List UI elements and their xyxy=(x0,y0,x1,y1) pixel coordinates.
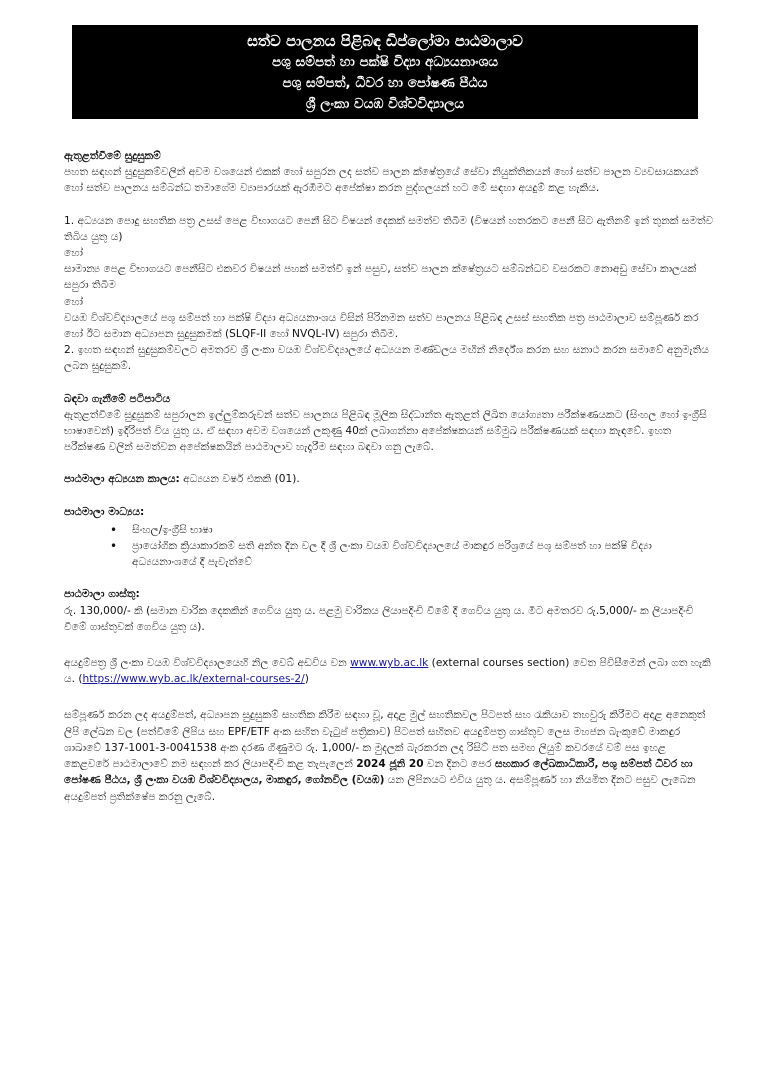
eligibility-item-1: 1. අධ්‍යයන පොදු සහතික පත්‍ර උසස් පෙළ විභාගයට පෙනී සිට විෂයන් දෙකක් සමත්ව තිබීම (විෂයන් හතරකට පෙනී සිට ඇතිනම් ඉන් තුනක් සමත්ව තිබිය යුතු ය) xyxy=(64,214,714,243)
deadline-date: 2024 ජූනි 20 xyxy=(356,758,424,771)
submission-address: සහකාර ලේඛකාධිකාරී, පශු සම්පත් ධීවර හා පෝෂණ පීඨය, ශ්‍රී ලංකා වයඹ විශ්වවිද්‍යාලය, මාකඳුර, ගෝනවිල (වයඹ) xyxy=(64,758,693,787)
faculty-name: පශු සම්පත්, ධීවර හා පෝෂණ පීඨය xyxy=(282,75,488,91)
title-banner xyxy=(72,25,698,119)
application-text xyxy=(64,655,714,687)
eligibility-heading: ඇතුළත්වීමේ සුදුසුකම් xyxy=(64,150,161,162)
document-body xyxy=(64,148,714,805)
application-text-after: ) xyxy=(304,673,309,686)
eligibility-item-2: 2. ඉහත සඳහන් සුදුසුකම්වලට අමතරව ශ්‍රී ලංකා වයඹ විශ්වවිද්‍යාලයේ අධ්‍යයන මණ්ඩලය මඟින් නිර්දේශ කරන සහ සනාථ කරන සමාවේ අනුමැතිය ලබන සුදුසුකම්. xyxy=(64,344,709,373)
submission-main: සම්පූර්ණ කරන ලද අයදුම්පත්, අධ්‍යාපන සුදුසුකම් සහතික කිරීම සඳහා වූ, අදාළ මුල් සහතිකවල පිටපත් සහ රැකියාව තහවුරු කිරීමට අදාළ අනෙකුත් ලිපි ලේඛන වල (පත්වීමේ ලිපිය සහ EPF/ETF අංක සහිත වැටුප් පත්‍රිකාව) පිටපත් සහිතව අයදුම්පත්‍ර ගාස්තුව ලෙස මහජන බැංකුවේ මාකඳුර ශාඛාවේ 137-1001-3-0041538 අංක දරණ ගිණුමට රු. 1,000/- ක මුදලක් බැරකරන ලද රිසිට් පත සමඟ ලියුම් කවරයේ වම් පස ඉහළ කෙළවරේ පාඨමාලාවේ නම සඳහන් කර ලියාපදිංචි කළ තැපැලෙන් xyxy=(64,709,706,771)
university-name: ශ්‍රී ලංකා වයඹ විශ්වවිද්‍යාලය xyxy=(305,96,465,112)
medium-list xyxy=(64,522,714,571)
course-title: සත්ව පාලනය පිළිබඳ ඩිප්ලෝමා පාඨමාලාව xyxy=(247,32,523,50)
list-item: • සිංහල/ඉංග්‍රීසි භාෂා xyxy=(110,522,714,538)
application-text-before: අයදුම්පත්‍ර ශ්‍රී ලංකා වයඹ විශ්වවිද්‍යාලයෙහි නිල වෙබ් අඩවිය වන xyxy=(64,657,351,670)
submission-text xyxy=(64,707,714,804)
selection-heading: බඳවා ගැනීමේ පටිපාටිය xyxy=(64,392,171,405)
duration-line xyxy=(64,471,714,487)
eligibility-intro: පහත සඳහන් සුදුසුකම්වලින් අවම වශයෙන් එකක් හෝ සපුරන ලද සත්ව පාලන ක්ෂේත්‍රයේ සේවා නියුක්තිකයන් හෝ සත්ව පාලන ව්‍යවසායකයන් හෝ සත්ව පාලනය සම්බන්ධ තමාගේම ව්‍යාපාරයක් ඇරඹීමට අපේක්ෂා කරන පුද්ගලයන් හට මේ සඳහා අයදුම් කළ හැකිය. xyxy=(64,166,699,195)
or-separator: හෝ xyxy=(64,247,84,260)
fee-heading: පාඨමාලා ගාස්තු: xyxy=(64,588,140,601)
selection-text: ඇතුළත්වීමේ සුදුසුකම් සපුරාලන ඉල්ලුම්කරුවන් සත්ව පාලනය පිළිබඳ මූලික සිද්ධාන්ත ඇතුළත් ලිඛිත යෝග්‍යතා පරීක්ෂණයකට (සිංහල හෝ ඉංග්‍රීසි භාෂාවෙන්) ඉදිරිපත් විය යුතු ය. ඒ සඳහා අවම වශයෙන් ලකුණු 40ක් ලබාගන්නා අපේක්ෂකයන් සම්මුඛ පරීක්ෂණයක් සඳහා කැඳවේ. ඉහත පරීක්ෂණ වලින් සමත්වන අපේක්ෂකයින් පාඨමාලාව හැදෑරීම සඳහා බඳවා ගනු ලැබේ. xyxy=(64,408,707,454)
eligibility-item-1b: සාමාන්‍ය පෙළ විභාගයට පෙනීසිට එකවර විෂයන් පහක් සමත්වී ඉන් පසුව, සත්ව පාලන ක්ෂේත්‍රයට සම්බන්ධව වසරකට නොඅඩු සේවා කාලයක් සපුරා තිබීම xyxy=(64,263,697,292)
application-text-middle: (external courses section) වෙත පිවිසීමෙන් ලබා ගත හැකි ය. ( xyxy=(64,657,711,686)
list-item: • ප්‍රායෝගික ක්‍රියාකාරකම් සති අන්ත දින වල දී ශ්‍රී ලංකා වයඹ විශ්වවිද්‍යාලයේ මාකඳුර පරිශ්‍රයේ පශු සම්පත් හා පක්ෂි විද්‍යා අධ්‍යයනාංශයේ දී පැවැත්වේ xyxy=(110,538,714,570)
submission-end: යන ලිපිනයට එවිය යුතු ය. අසම්පූර්ණ හා නියමිත දිනට පසුව ලැබෙන අයදුම්පත් ප්‍රතික්ෂේප කරනු ලැබේ. xyxy=(64,774,696,803)
department-name: පශු සම්පත් හා පක්ෂි විද්‍යා අධ්‍යයනාංශය xyxy=(272,54,498,70)
medium-heading: පාඨමාලා මාධ්‍යය: xyxy=(64,505,145,518)
fee-text: රු. 130,000/- කි (සමාන වාරික දෙකකින් ගෙවිය යුතු ය. පළමු වාරිකය ලියාපදිංචි වීමේ දී ගෙවිය යුතු ය. මීට අමතරව රු.5,000/- ක ලියාපදිංචි වීමේ ගාස්තුවක් ගෙවිය යුතු ය). xyxy=(64,604,694,633)
external-courses-link[interactable]: https://www.wyb.ac.lk/external-courses-2/ xyxy=(82,673,305,686)
submission-mid: වන දිනට පෙර xyxy=(423,758,496,771)
or-separator: හෝ xyxy=(64,295,84,308)
duration-value: අධ්‍යයන වර්ෂ එකකි (01). xyxy=(179,473,300,486)
duration-label: පාඨමාලා අධ්‍යයන කාලය: xyxy=(64,473,180,486)
eligibility-item-1c: වයඹ විශ්වවිද්‍යාලයේ පශු සම්පත් හා පක්ෂි විද්‍යා අධ්‍යයනාංශය විසින් පිරිනමන සත්ව පාලනය පිළිබඳ උසස් සහතික පත්‍ර පාඨමාලාව සම්පූර්ණ කර හෝ ඊට සමාන අධ්‍යාපන සුදුසුකමක් (SLQF-II හෝ NVQL-IV) සපුරා තිබීම. xyxy=(64,311,699,341)
website-link[interactable]: www.wyb.ac.lk xyxy=(350,657,429,670)
